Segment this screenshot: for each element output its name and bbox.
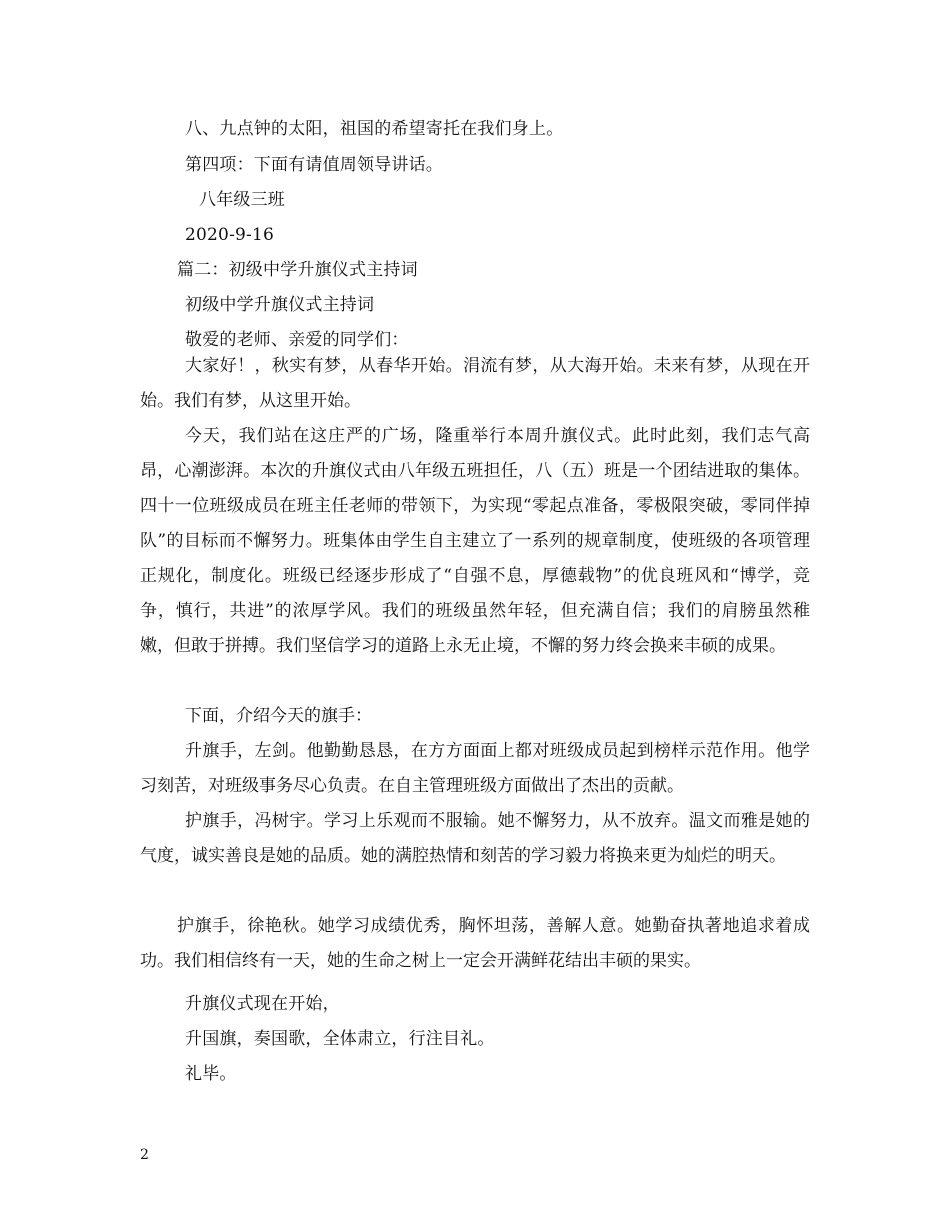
page-number: 2 — [140, 1147, 149, 1163]
paragraph-flag-guard-1: 护旗手，冯树宇。学习上乐观而不服输。她不懈努力，从不放弃。温文而雅是她的气度，诚实善良是她的品质。她的满腔热情和刻苦的学习毅力将换来更为灿烂的明天。 — [140, 811, 810, 866]
text-line: 礼毕。 — [185, 1064, 237, 1084]
paragraph-introduction: 今天，我们站在这庄严的广场，隆重举行本周升旗仪式。此时此刻，我们志气高昂，心潮澎湃。本次的升旗仪式由八年级五班担任，八（五）班是一个团结进取的集体。四十一位班级成员在班主任老师的带领下，为实现“零起点准备，零极限突破，零同伴掉队”的目标而不懈努力。班集体由学生自主建立了一系列的规章制度，使班级的各项管理正规化，制度化。班级已经逐步形成了“自强不息，厚德载物”的优良班风和“博学，竞争，慎行，共进”的浓厚学风。我们的班级虽然年轻，但充满自信；我们的肩膀虽然稚嫩，但敢于拼搏。我们坚信学习的道路上永无止境，不懈的努力终会换来丰硕的成果。 — [140, 426, 810, 656]
section-heading: 篇二：初级中学升旗仪式主持词 — [177, 260, 418, 280]
text-line: 升国旗，奏国歌，全体肃立，行注目礼。 — [185, 1029, 495, 1049]
paragraph-flag-bearers-intro: 下面，介绍今天的旗手： — [185, 706, 372, 726]
text-line: 八、九点钟的太阳，祖国的希望寄托在我们身上。 — [185, 119, 564, 139]
class-signature: 八年级三班 — [199, 190, 285, 210]
paragraph-flag-guard-2: 护旗手，徐艳秋。她学习成绩优秀，胸怀坦荡，善解人意。她勤奋执著地追求着成功。我们相信终有一天，她的生命之树上一定会开满鲜花结出丰硕的果实。 — [140, 916, 810, 971]
text-line: 升旗仪式现在开始， — [185, 994, 340, 1014]
paragraph-greeting: 大家好！，秋实有梦，从春华开始。涓流有梦，从大海开始。未来有梦，从现在开始。我们有梦，从这里开始。 — [140, 356, 810, 411]
text-line: 第四项：下面有请值周领导讲话。 — [185, 155, 443, 175]
document-title: 初级中学升旗仪式主持词 — [185, 295, 375, 315]
salutation: 敬爱的老师、亲爱的同学们： — [185, 330, 409, 350]
date-line: 2020-9-16 — [185, 225, 274, 245]
paragraph-flag-raiser: 升旗手，左剑。他勤勤恳恳，在方方面面上都对班级成员起到榜样示范作用。他学习刻苦，对班级事务尽心负责。在自主管理班级方面做出了杰出的贡献。 — [140, 741, 810, 796]
